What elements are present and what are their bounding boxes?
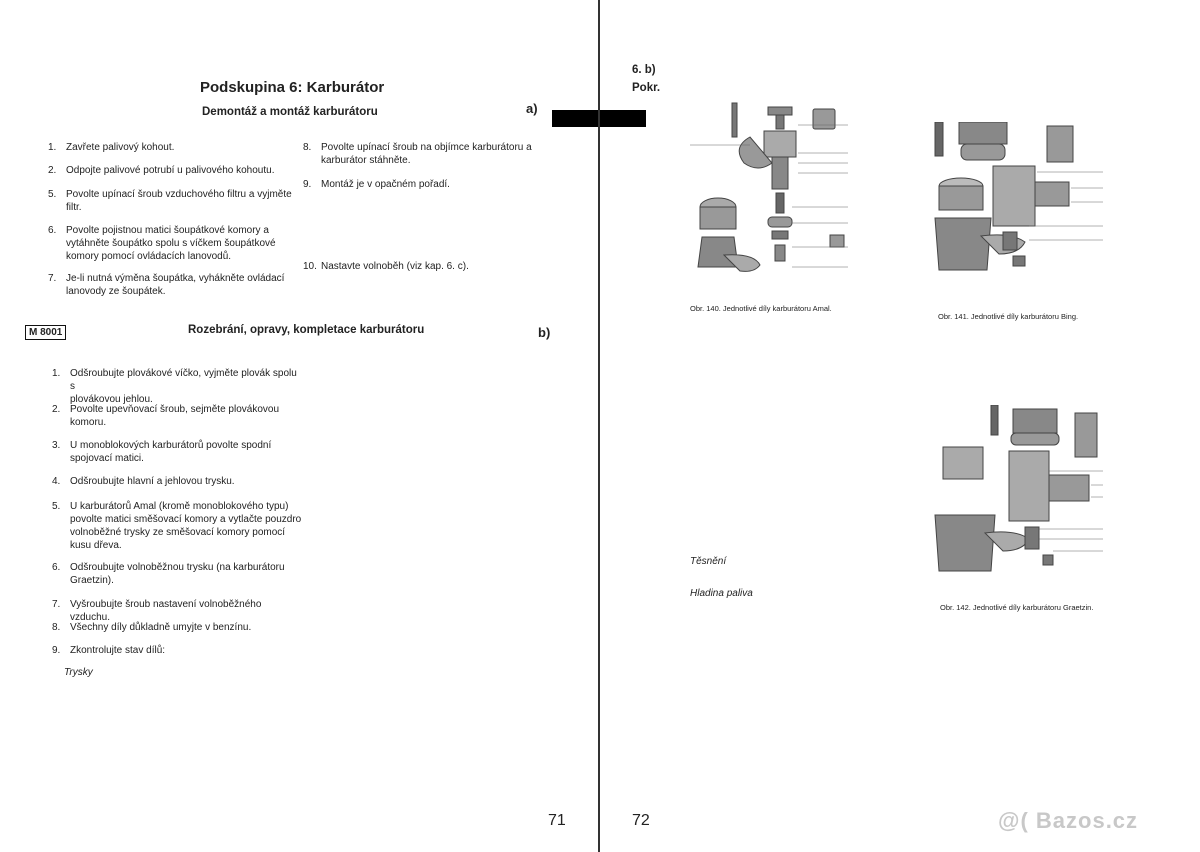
step-line: plovákovou jehlou. [70, 394, 153, 405]
step-text [321, 178, 548, 191]
watermark: @( Bazos.cz [998, 808, 1139, 833]
step-text [321, 141, 548, 167]
step-line: spojovací matici. [70, 453, 144, 464]
step-number: 6. [48, 225, 57, 236]
page-divider [598, 0, 600, 852]
figure-142-caption: Obr. 142. Jednotlivé díly karburátoru Graetzin. [940, 603, 1094, 612]
step-line: Povolte upevňovací šroub, sejměte plovákovou [70, 404, 280, 415]
step-text [66, 164, 298, 177]
step-text [70, 644, 302, 657]
step-line: U karburátorů Amal (kromě monoblokového typu) [70, 501, 289, 512]
bing-exploded-diagram [925, 122, 1115, 302]
step-line: volnoběžné trysky ze směšovací komory pomocí [70, 527, 286, 538]
step-number: 10. [303, 261, 317, 272]
step-number: 5. [52, 501, 61, 512]
step-line: Graetzin). [70, 575, 114, 586]
step-line: Je-li nutná výměna šoupátka, vyhákněte ovládací [66, 273, 285, 284]
step-line: filtr. [66, 202, 82, 213]
step-text [70, 475, 302, 488]
step-number: 2. [48, 165, 57, 176]
step-number: 2. [52, 404, 61, 415]
step-number: 8. [52, 622, 61, 633]
step-number: 1. [52, 368, 61, 379]
tesneni-heading: Těsnění [690, 556, 727, 567]
step-line: Zavřete palivový kohout. [66, 142, 175, 153]
step-line: vytáhněte šoupátko spolu s víčkem šoupátkové [66, 238, 276, 249]
step-line: Odšroubujte hlavní a jehlovou trysku. [70, 476, 235, 487]
continuation-label: 6. b) [632, 64, 656, 76]
step-line: Montáž je v opačném pořadí. [321, 179, 450, 190]
step-line: U monoblokových karburátorů povolte spodní [70, 440, 272, 451]
step-line: Nastavte volnoběh (viz kap. 6. c). [321, 261, 469, 272]
step-text [70, 439, 302, 465]
step-number: 9. [303, 179, 312, 190]
step-line: komory pomocí ovládacích lanovodů. [66, 251, 232, 262]
step-line: karburátor stáhněte. [321, 155, 411, 166]
step-text [70, 500, 302, 552]
page-number-right: 72 [632, 812, 650, 829]
step-line: Odpojte palivové potrubí u palivového kohoutu. [66, 165, 275, 176]
figure-140-caption: Obr. 140. Jednotlivé díly karburátoru Amal. [690, 304, 832, 313]
step-number: 8. [303, 142, 312, 153]
section-a-letter: a) [526, 101, 538, 116]
section-b-heading: Rozebrání, opravy, kompletace karburátoru [188, 324, 425, 336]
step-text [70, 367, 302, 406]
section-a-heading: Demontáž a montáž karburátoru [202, 106, 378, 118]
step-text [70, 561, 302, 587]
step-line: Povolte pojistnou matici šoupátkové komory a [66, 225, 269, 236]
step-number: 7. [48, 273, 57, 284]
step-text [66, 141, 298, 154]
figure-141-caption: Obr. 141. Jednotlivé díly karburátoru Bing. [938, 312, 1079, 321]
step-line: kusu dřeva. [70, 540, 122, 551]
step-text [70, 621, 302, 634]
continuation-label-2: Pokr. [632, 82, 661, 94]
step-text [66, 272, 298, 298]
step-line: Všechny díly důkladně umyjte v benzínu. [70, 622, 252, 633]
step-text [66, 224, 298, 263]
step-line: Odšroubujte plovákové víčko, vyjměte plovák spolu s [70, 368, 297, 392]
step-number: 3. [52, 440, 61, 451]
step-number: 1. [48, 142, 57, 153]
step-line: Vyšroubujte šroub nastavení volnoběžného vzduchu. [70, 599, 262, 623]
step-number: 5. [48, 189, 57, 200]
step-line: povolte matici směšovací komory a vytlačte pouzdro [70, 514, 302, 525]
section-b-letter: b) [538, 325, 551, 340]
step-number: 6. [52, 562, 61, 573]
step-line: Povolte upínací šroub vzduchového filtru a vyjměte [66, 189, 292, 200]
step-line: Povolte upínací šroub na objímce karburátoru a [321, 142, 532, 153]
step-line: komoru. [70, 417, 107, 428]
page-title: Podskupina 6: Karburátor [200, 79, 385, 96]
step-number: 7. [52, 599, 61, 610]
step-text [70, 403, 302, 429]
page-number-left: 71 [548, 812, 566, 829]
step-number: 4. [52, 476, 61, 487]
hladina-heading: Hladina paliva [690, 588, 753, 599]
step-text [321, 260, 548, 273]
amal-exploded-diagram [680, 97, 862, 297]
step-line: Odšroubujte volnoběžnou trysku (na karburátoru [70, 562, 285, 573]
step-line: lanovody ze šoupátek. [66, 286, 166, 297]
graetzin-exploded-diagram [925, 405, 1115, 595]
trysky-heading: Trysky [64, 667, 93, 678]
step-text [66, 188, 298, 214]
step-line: Zkontrolujte stav dílů: [70, 645, 166, 656]
step-number: 9. [52, 645, 61, 656]
code-badge: M 8001 [25, 325, 66, 340]
